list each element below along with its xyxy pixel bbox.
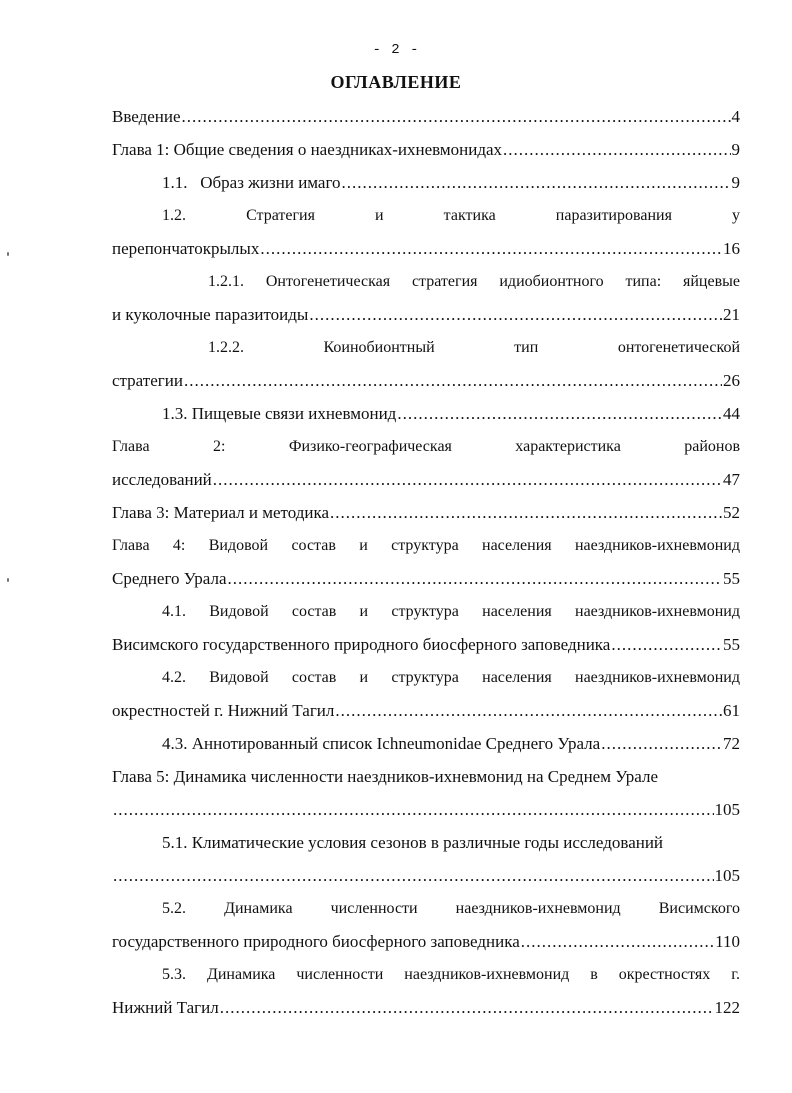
toc-entry-chapter-2: [112, 463, 740, 496]
toc-entry-text: перепончатокрылых: [112, 238, 260, 258]
toc-entry-5-1: [112, 859, 740, 892]
toc-page-number: 9: [731, 139, 740, 159]
toc-entry-1-2-1: [112, 298, 740, 331]
toc-page-number: 4: [731, 106, 740, 126]
toc-entry-text: Нижний Тагил: [112, 997, 219, 1017]
page-title: ОГЛАВЛЕНИЕ: [330, 72, 462, 92]
toc-entry-4-3: [112, 727, 740, 760]
toc-entry-text: и куколочные паразитоиды: [112, 304, 309, 324]
toc-entry-4-1-line1: 4.1. Видовой состав и структура населения наездников-ихневмонид: [162, 603, 740, 620]
toc-entry-5-1-line1: [112, 826, 740, 859]
toc-entry-chapter-4-line1: Глава 4: Видовой состав и структура населения наездников-ихневмонид: [112, 537, 740, 554]
toc-entry-text: 4.3. Аннотированный список Ichneumonidae Среднего Урала: [162, 733, 601, 753]
toc-page-number: 52: [723, 502, 740, 522]
toc-entry-text: стратегии: [112, 370, 183, 390]
toc-page-number: 55: [723, 568, 740, 588]
dot-leader: [213, 470, 722, 490]
toc-entry-chapter-5-line1: [112, 760, 740, 793]
toc-page-number: 105: [714, 799, 740, 819]
toc-entry-text: Среднего Урала: [112, 568, 227, 588]
toc-entry-text: 5.1. Климатические условия сезонов в различные годы исследований: [162, 832, 664, 852]
dot-leader: [330, 503, 722, 523]
scan-speck: [7, 578, 9, 582]
toc-entry-chapter-4: [112, 562, 740, 595]
dot-leader: [611, 635, 722, 655]
toc-entry-4-1: [112, 628, 740, 661]
toc-entry-5-2-line1: 5.2. Динамика численности наездников-ихневмонид Висимского: [162, 900, 740, 917]
dot-leader: [220, 998, 714, 1018]
toc-page-number: 72: [723, 733, 740, 753]
toc-page-number: 47: [723, 469, 740, 489]
scan-speck: [7, 252, 9, 256]
dot-leader: [521, 932, 714, 952]
dot-leader: [113, 800, 714, 820]
dot-leader: [260, 239, 722, 259]
toc-entry-text: Глава 5: Динамика численности наездников-ихневмонид на Среднем Урале: [112, 766, 658, 786]
dot-leader: [113, 866, 714, 886]
toc-entry-1-2-line1: 1.2. Стратегия и тактика паразитирования у: [162, 207, 740, 224]
toc-entry-text: Глава 1: Общие сведения о наездниках-ихневмонидах: [112, 139, 503, 159]
toc-entry-text: Введение: [112, 106, 181, 126]
toc-entry-chapter-3: [112, 496, 740, 529]
toc-page-number: 16: [723, 238, 740, 258]
toc-entry-text: окрестностей г. Нижний Тагил: [112, 700, 335, 720]
dot-leader: [342, 173, 731, 193]
toc-entry-chapter-2-line1: Глава 2: Физико-географическая характеристика районов: [112, 438, 740, 455]
dot-leader: [309, 305, 722, 325]
page-number: - 2 -: [372, 42, 420, 58]
dot-leader: [503, 140, 730, 160]
toc-entry-chapter-1: [112, 133, 740, 166]
dot-leader: [335, 701, 722, 721]
toc-entry-4-2-line1: 4.2. Видовой состав и структура населения наездников-ихневмонид: [162, 669, 740, 686]
dot-leader: [184, 371, 722, 391]
toc-entry-text: исследований: [112, 469, 212, 489]
toc-page-number: 55: [723, 634, 740, 654]
dot-leader: [397, 404, 722, 424]
toc-entry-introduction: [112, 100, 740, 133]
toc-entry-5-3-line1: 5.3. Динамика численности наездников-ихневмонид в окрестностях г.: [162, 966, 740, 983]
toc-page-number: 110: [715, 931, 740, 951]
toc-entry-chapter-5: [112, 793, 740, 826]
toc-entry-1-2-2-line1: 1.2.2. Коинобионтный тип онтогенетической: [208, 339, 740, 356]
toc-page-number: 105: [714, 865, 740, 885]
toc-entry-5-3: [112, 991, 740, 1024]
toc-entry-1-2-2: [112, 364, 740, 397]
toc-entry-1-2-1-line1: 1.2.1. Онтогенетическая стратегия идиобионтного типа: яйцевые: [208, 273, 740, 290]
toc-entry-5-2: [112, 925, 740, 958]
toc-page-number: 44: [723, 403, 740, 423]
toc-entry-4-2: [112, 694, 740, 727]
toc-entry-1-2: [112, 232, 740, 265]
toc-entry-1-3: [112, 397, 740, 430]
toc-entry-text: Висимского государственного природного биосферного заповедника: [112, 634, 611, 654]
toc-page-number: 122: [714, 997, 740, 1017]
toc-page-number: 9: [731, 172, 740, 192]
dot-leader: [182, 107, 731, 127]
toc-entry-text: 1.3. Пищевые связи ихневмонид: [162, 403, 397, 423]
toc-entry-text: государственного природного биосферного заповедника: [112, 931, 520, 951]
toc-page-number: 26: [723, 370, 740, 390]
toc-page-number: 21: [723, 304, 740, 324]
table-of-contents: [112, 100, 740, 1024]
toc-entry-text: 1.1. Образ жизни имаго: [162, 172, 341, 192]
dot-leader: [228, 569, 722, 589]
toc-entry-text: Глава 3: Материал и методика: [112, 502, 330, 522]
toc-entry-1-1: [112, 166, 740, 199]
toc-page-number: 61: [723, 700, 740, 720]
dot-leader: [601, 734, 722, 754]
